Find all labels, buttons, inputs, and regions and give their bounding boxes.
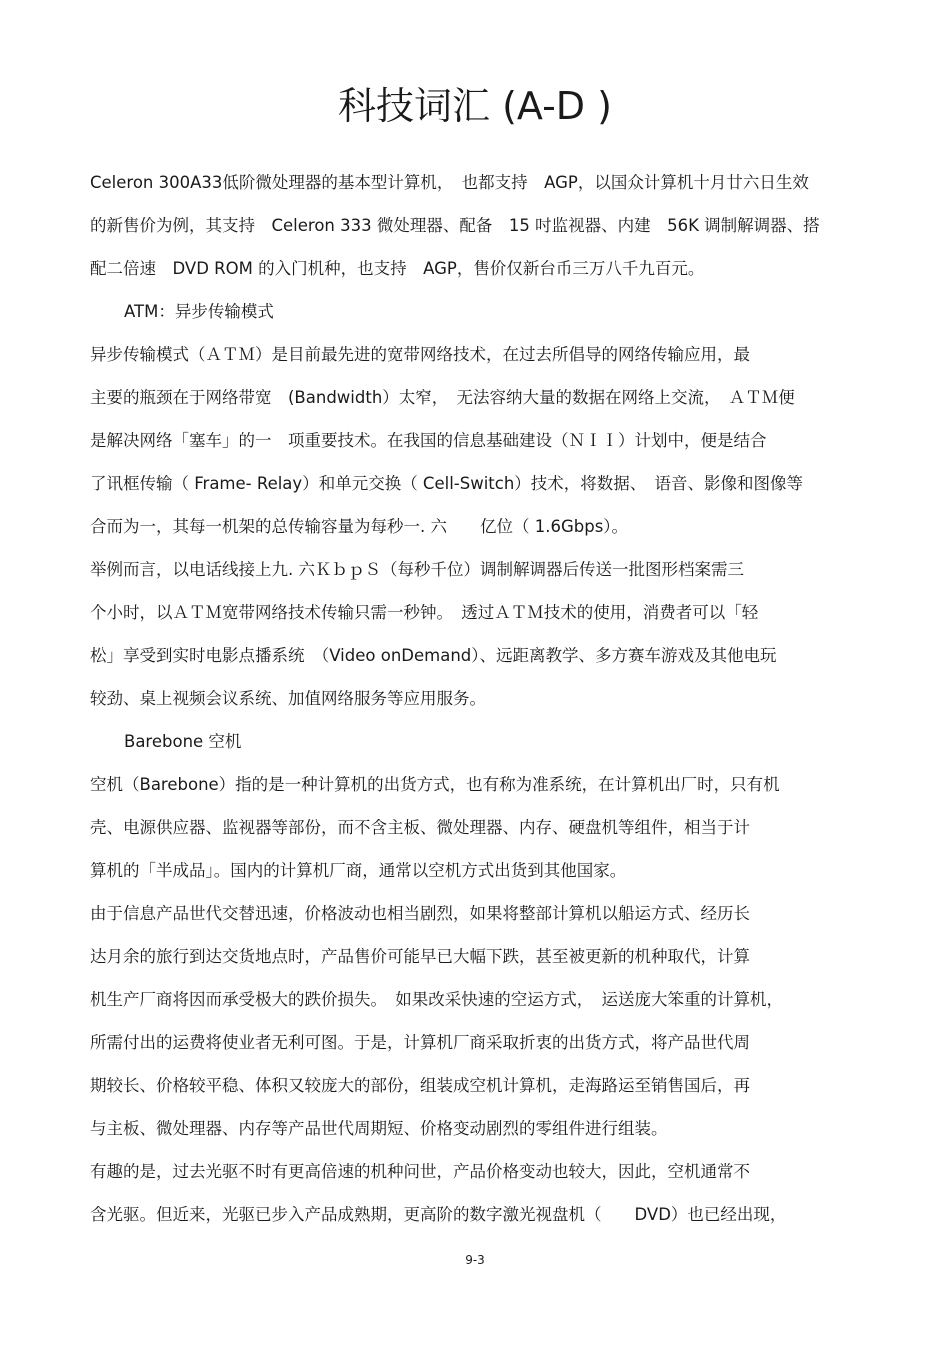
paragraph-line: 达月余的旅行到达交货地点时，产品售价可能早已大幅下跌，甚至被更新的机种取代，计算 xyxy=(90,947,750,966)
paragraph-line: 壳、电源供应器、监视器等部份，而不含主板、微处理器、内存、硬盘机等组件，相当于计 xyxy=(90,818,750,837)
paragraph-line: 松」享受到实时电影点播系统 （Video onDemand）、远距离教学、多方赛车游戏及其他电玩 xyxy=(90,646,777,665)
paragraph-line: 个小时，以ＡＴＭ宽带网络技术传输只需一秒钟。 透过ＡＴＭ技术的使用，消费者可以「轻 xyxy=(90,603,759,622)
paragraph-line: 异步传输模式（ＡＴＭ）是目前最先进的宽带网络技术，在过去所倡导的网络传输应用，最 xyxy=(90,345,750,364)
paragraph-line: Celeron 300A33低阶微处理器的基本型计算机， 也都支持 AGP，以国众计算机十月廿六日生效 xyxy=(90,173,809,192)
paragraph-line: 举例而言，以电话线接上九. 六ＫｂｐＳ（每秒千位）调制解调器后传送一批图形档案需三 xyxy=(90,560,744,579)
page-number: 9-3 xyxy=(465,1253,485,1267)
page-title: 科技词汇 (A-D ) xyxy=(338,84,612,128)
paragraph-line: 机生产厂商将因而承受极大的跌价损失。 如果改采快速的空运方式， 运送庞大笨重的计算机， xyxy=(90,990,783,1009)
paragraph-line: 主要的瓶颈在于网络带宽 (Bandwidth）太窄， 无法容纳大量的数据在网络上交流， ＡＴＭ便 xyxy=(90,388,795,407)
paragraph-line: 的新售价为例，其支持 Celeron 333 微处理器、配备 15 吋监视器、内建 56K 调制解调器、搭 xyxy=(90,216,820,235)
paragraph-line: 较劲、桌上视频会议系统、加值网络服务等应用服务。 xyxy=(90,689,486,708)
section-heading-atm: ATM：异步传输模式 xyxy=(124,302,274,321)
paragraph-line: 有趣的是，过去光驱不时有更高倍速的机种问世，产品价格变动也较大，因此，空机通常不 xyxy=(90,1162,750,1181)
paragraph-line: 合而为一，其每一机架的总传输容量为每秒一. 六 亿位（ 1.6Gbps）。 xyxy=(90,517,629,536)
paragraph-line: 所需付出的运费将使业者无利可图。于是，计算机厂商采取折衷的出货方式，将产品世代周 xyxy=(90,1033,750,1052)
paragraph-line: 空机（Barebone）指的是一种计算机的出货方式，也有称为准系统，在计算机出厂时，只有机 xyxy=(90,775,780,794)
paragraph-line: 与主板、微处理器、内存等产品世代周期短、价格变动剧烈的零组件进行组装。 xyxy=(90,1119,668,1138)
section-heading-barebone: Barebone 空机 xyxy=(124,732,242,751)
paragraph-line: 由于信息产品世代交替迅速，价格波动也相当剧烈，如果将整部计算机以船运方式、经历长 xyxy=(90,904,750,923)
paragraph-line: 算机的「半成品」。国内的计算机厂商，通常以空机方式出货到其他国家。 xyxy=(90,861,627,880)
paragraph-line: 配二倍速 DVD ROM 的入门机种，也支持 AGP，售价仅新台币三万八千九百元。 xyxy=(90,259,705,278)
paragraph-line: 含光驱。但近来，光驱已步入产品成熟期，更高阶的数字激光视盘机（ DVD）也已经出现， xyxy=(90,1205,787,1224)
paragraph-line: 期较长、价格较平稳、体积又较庞大的部份，组装成空机计算机，走海路运至销售国后，再 xyxy=(90,1076,750,1095)
paragraph-line: 是解决网络「塞车」的一 项重要技术。在我国的信息基础建设（ＮＩＩ）计划中，便是结合 xyxy=(90,431,767,450)
body-text xyxy=(90,165,860,1240)
paragraph-line: 了讯框传输（ Frame- Relay）和单元交换（ Cell-Switch）技术，将数据、 语音、影像和图像等 xyxy=(90,474,804,493)
